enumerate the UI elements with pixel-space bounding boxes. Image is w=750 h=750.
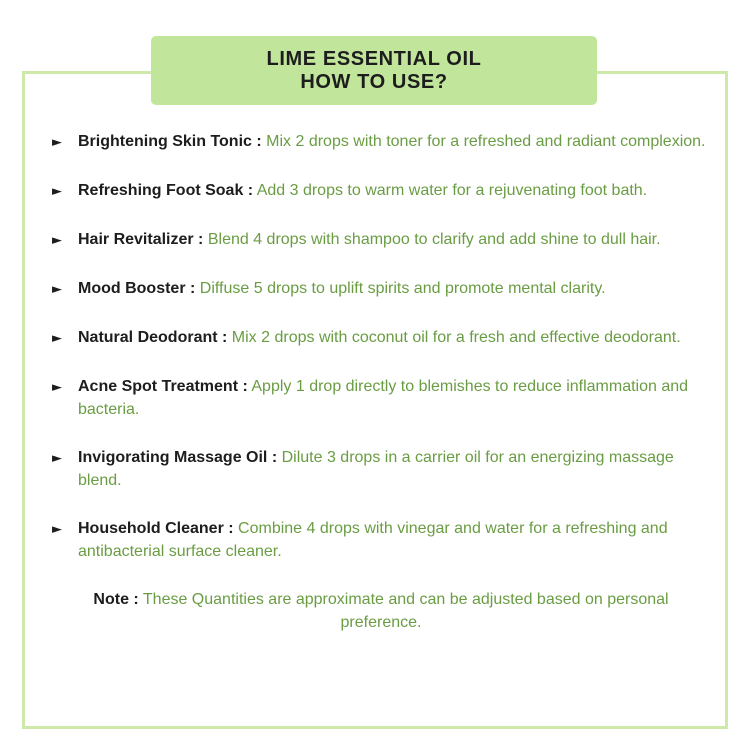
item-description: Apply 1 drop directly to blemishes to reduce inflammation and bacteria. xyxy=(78,378,689,418)
arrow-right-bullet-icon: ► xyxy=(52,522,62,537)
arrow-right-bullet-icon: ► xyxy=(52,135,62,150)
title-banner xyxy=(151,36,597,105)
note-label: Note : xyxy=(93,591,139,608)
item-label: Refreshing Foot Soak : xyxy=(78,182,254,199)
list-item xyxy=(52,179,710,203)
list-item xyxy=(52,517,710,563)
item-label: Invigorating Massage Oil : xyxy=(78,449,278,466)
item-description: Dilute 3 drops in a carrier oil for an energizing massage blend. xyxy=(78,449,674,489)
item-description: Mix 2 drops with coconut oil for a fresh and effective deodorant. xyxy=(231,329,681,346)
item-description: Blend 4 drops with shampoo to clarify and add shine to dull hair. xyxy=(207,231,661,248)
item-text xyxy=(78,446,710,492)
list-item xyxy=(52,130,710,154)
list-item xyxy=(52,228,710,252)
note xyxy=(52,588,710,634)
item-label: Household Cleaner : xyxy=(78,520,234,537)
list-item xyxy=(52,277,710,301)
item-text xyxy=(78,326,710,349)
arrow-right-bullet-icon: ► xyxy=(52,282,62,297)
note-inner xyxy=(91,588,671,634)
item-label: Brightening Skin Tonic : xyxy=(78,133,262,150)
item-label: Acne Spot Treatment : xyxy=(78,378,248,395)
item-description: Combine 4 drops with vinegar and water for a refreshing and antibacterial surface cleaner. xyxy=(78,520,668,560)
item-description: Mix 2 drops with toner for a refreshed and radiant complexion. xyxy=(266,133,706,150)
item-description: Diffuse 5 drops to uplift spirits and promote mental clarity. xyxy=(199,280,606,297)
list-item xyxy=(52,375,710,421)
arrow-right-bullet-icon: ► xyxy=(52,451,62,466)
arrow-right-bullet-icon: ► xyxy=(52,380,62,395)
arrow-right-bullet-icon: ► xyxy=(52,184,62,199)
item-text xyxy=(78,228,710,251)
item-text xyxy=(78,179,710,202)
item-text xyxy=(78,517,710,563)
item-label: Hair Revitalizer : xyxy=(78,231,204,248)
title-line-1: LIME ESSENTIAL OIL xyxy=(266,47,482,70)
usage-list xyxy=(52,130,710,634)
list-item xyxy=(52,326,710,350)
list-item xyxy=(52,446,710,492)
title-line-2: HOW TO USE? xyxy=(300,70,448,93)
item-text xyxy=(78,375,710,421)
arrow-right-bullet-icon: ► xyxy=(52,331,62,346)
item-label: Natural Deodorant : xyxy=(78,329,228,346)
item-description: Add 3 drops to warm water for a rejuvenating foot bath. xyxy=(256,182,648,199)
item-text xyxy=(78,130,710,153)
arrow-right-bullet-icon: ► xyxy=(52,233,62,248)
item-label: Mood Booster : xyxy=(78,280,196,297)
note-text: These Quantities are approximate and can be adjusted based on personal preference. xyxy=(142,591,669,631)
item-text xyxy=(78,277,710,300)
